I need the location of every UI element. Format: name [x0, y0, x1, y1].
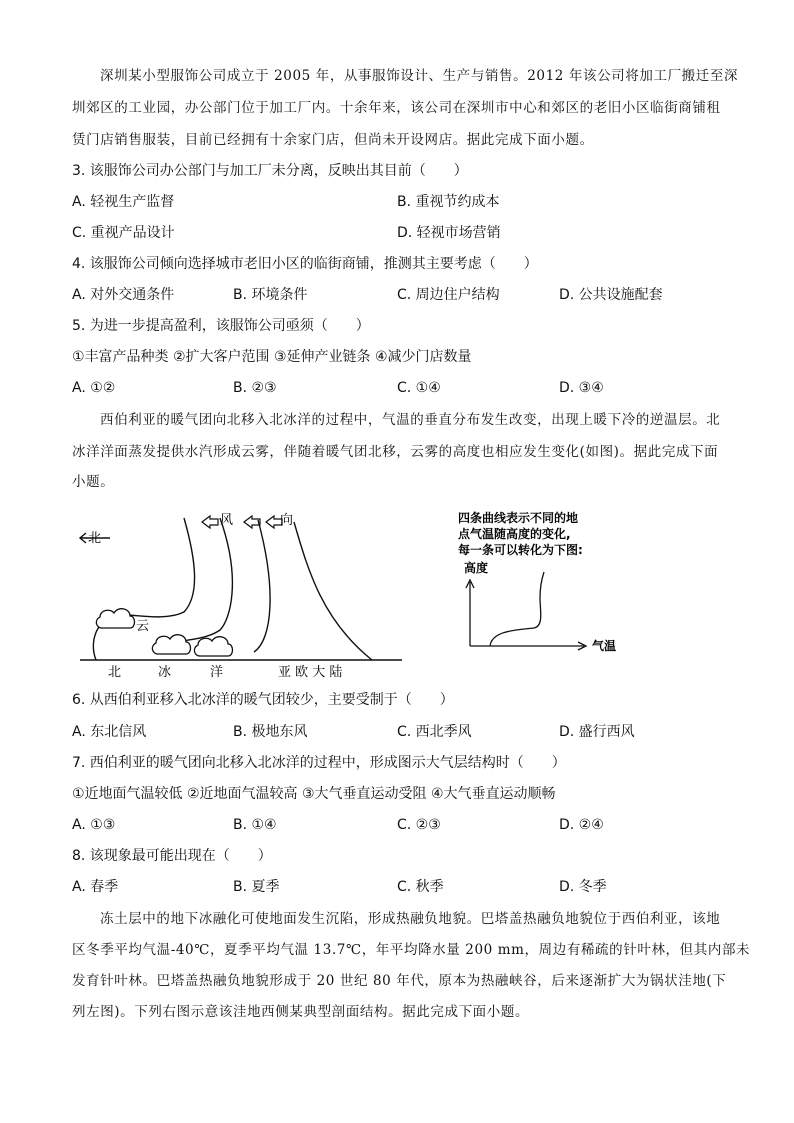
q7-option-d[interactable]: D. ②④	[559, 817, 604, 833]
north-label: 北	[88, 531, 102, 546]
q8-option-d[interactable]: D. 冬季	[559, 879, 607, 895]
ocean-label-1: 北	[108, 665, 122, 680]
passage3-line2: 区冬季平均气温-40℃，夏季平均气温 13.7℃，年平均降水量 200 mm，周边有稀疏的针叶林，但其内部未	[72, 942, 751, 958]
q3-option-a[interactable]: A. 轻视生产监督	[72, 194, 175, 210]
figure-note-line2: 点气温随高度的变化,	[458, 527, 571, 541]
q6-option-b[interactable]: B. 极地东风	[233, 724, 308, 740]
continent-label: 亚 欧 大 陆	[278, 665, 343, 680]
passage2-line1: 西伯利亚的暖气团向北移入北冰洋的过程中，气温的垂直分布发生改变，出现上暖下冷的逆温层。北	[100, 412, 721, 428]
cloud-3	[194, 637, 232, 656]
passage3-line4: 列左图)。下列右图示意该洼地西侧某典型剖面结构。据此完成下面小题。	[72, 1004, 530, 1020]
wind-arrow-2	[244, 516, 260, 528]
q7-option-b[interactable]: B. ①④	[233, 817, 277, 833]
q4-option-d[interactable]: D. 公共设施配套	[559, 287, 663, 303]
wind-label-2: 向	[280, 513, 294, 528]
q7-stem: 7. 西伯利亚的暖气团向北移入北冰洋的过程中，形成图示大气层结构时（ ）	[72, 755, 566, 771]
ocean-label-3: 洋	[210, 665, 224, 680]
axis-x-label: 气温	[592, 639, 617, 653]
temperature-curve-2	[166, 518, 232, 644]
q3-option-b[interactable]: B. 重视节约成本	[397, 194, 500, 210]
wind-label-1: 风	[220, 513, 234, 528]
q4-stem: 4. 该服饰公司倾向选择城市老旧小区的临街商铺，推测其主要考虑（ ）	[72, 256, 538, 272]
q5-option-d[interactable]: D. ③④	[559, 380, 604, 396]
figure-note-line3: 每一条可以转化为下图:	[458, 543, 583, 557]
q7-items: ①近地面气温较低 ②近地面气温较高 ③大气垂直运动受阻 ④大气垂直运动顺畅	[72, 786, 556, 802]
q8-option-c[interactable]: C. 秋季	[397, 879, 444, 895]
ocean-label-2: 冰	[158, 665, 172, 680]
q8-stem: 8. 该现象最可能出现在（ ）	[72, 848, 272, 864]
passage2-line3: 小题。	[72, 474, 115, 490]
q6-option-c[interactable]: C. 西北季风	[397, 724, 472, 740]
cloud-1	[96, 609, 134, 628]
q6-stem: 6. 从西伯利亚移入北冰洋的暖气团较少，主要受制于（ ）	[72, 692, 454, 708]
q4-option-a[interactable]: A. 对外交通条件	[72, 287, 175, 303]
cloud-label: 云	[136, 619, 150, 634]
q3-stem: 3. 该服饰公司办公部门与加工厂未分离，反映出其目前（ ）	[72, 163, 468, 179]
wind-arrows	[202, 516, 282, 528]
passage1-line1: 深圳某小型服饰公司成立于 2005 年，从事服饰设计、生产与销售。2012 年该公司将加工厂搬迁至深	[100, 68, 739, 84]
q3-option-c[interactable]: C. 重视产品设计	[72, 225, 175, 241]
passage3-line1: 冻土层中的地下冰融化可使地面发生沉陷，形成热融负地貌。巴塔盖热融负地貌位于西伯利亚，该地	[100, 911, 721, 927]
q5-option-c[interactable]: C. ①④	[397, 380, 441, 396]
q4-option-b[interactable]: B. 环境条件	[233, 287, 308, 303]
figure-diagram	[72, 500, 632, 680]
q7-option-a[interactable]: A. ①③	[72, 817, 116, 833]
q8-option-b[interactable]: B. 夏季	[233, 879, 280, 895]
axis-y-label: 高度	[464, 561, 489, 575]
q5-items: ①丰富产品种类 ②扩大客户范围 ③延伸产业链条 ④减少门店数量	[72, 349, 472, 365]
q4-option-c[interactable]: C. 周边住户结构	[397, 287, 500, 303]
q5-option-a[interactable]: A. ①②	[72, 380, 116, 396]
cloud-2	[152, 635, 190, 654]
q6-option-d[interactable]: D. 盛行西风	[559, 724, 635, 740]
q5-stem: 5. 为进一步提高盈利，该服饰公司亟须（ ）	[72, 318, 370, 334]
passage1-line2: 圳郊区的工业园，办公部门位于加工厂内。十余年来，该公司在深圳市中心和郊区的老旧小区临街商铺租	[72, 100, 721, 116]
wind-arrow-1	[202, 516, 218, 528]
inversion-curve	[490, 572, 544, 646]
q7-option-c[interactable]: C. ②③	[397, 817, 441, 833]
clouds	[96, 609, 232, 656]
passage3-line3: 发育针叶林。巴塔盖热融负地貌形成于 20 世纪 80 年代，原本为热融峡谷，后来逐渐扩大为锅状洼地(下	[72, 973, 727, 989]
temperature-curve-4	[294, 522, 372, 660]
q3-option-d[interactable]: D. 轻视市场营销	[397, 225, 501, 241]
q5-option-b[interactable]: B. ②③	[233, 380, 277, 396]
figure-note-line1: 四条曲线表示不同的地	[458, 511, 579, 525]
q8-option-a[interactable]: A. 春季	[72, 879, 119, 895]
passage2-line2: 冰洋洋面蒸发提供水汽形成云雾，伴随着暖气团北移，云雾的高度也相应发生变化(如图)。据此完成下面	[72, 444, 719, 460]
passage1-line3: 赁门店销售服装，目前已经拥有十余家门店，但尚未开设网店。据此完成下面小题。	[72, 132, 594, 148]
small-graph	[466, 572, 586, 650]
temperature-curve-3	[254, 520, 270, 652]
q6-option-a[interactable]: A. 东北信风	[72, 724, 147, 740]
